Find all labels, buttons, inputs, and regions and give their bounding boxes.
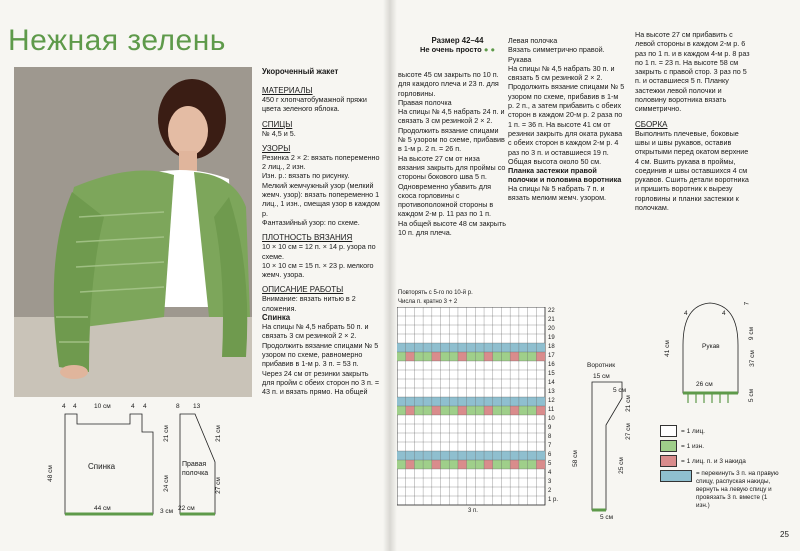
chart-cross-cell — [501, 343, 510, 352]
size-label: Размер 42–44 — [431, 36, 484, 45]
right-text: На высоте 27 см прибавить с левой стороны в каждом 2-м р. 6 раз по 1 п. и в каждом 4-м р. 8 раз по 1 п. = 23 п. На высоте 58 см закрыть с правой стор. 3 раз по 5 п. и оставшиеся 5 п. Планку застежки левой полочки и половину воротника вязать симметрично. — [635, 30, 750, 114]
chart-cross-cell — [467, 343, 476, 352]
chart-row-label: 21 — [548, 317, 555, 323]
chart-row-label: 8 — [548, 434, 552, 440]
back-side-2: 24 см — [162, 475, 170, 492]
chart-cross-cell — [493, 343, 502, 352]
chart-pattern-cell — [484, 460, 493, 469]
chart-pattern-cell — [397, 406, 406, 415]
front-side-1: 21 см — [214, 425, 222, 442]
chart-cross-cell — [441, 343, 450, 352]
chart-cross-cell — [528, 343, 537, 352]
chart-cross-cell — [441, 397, 450, 406]
collar-side-4: 58 см — [571, 450, 579, 467]
chart-cross-cell — [528, 397, 537, 406]
back-dim-top-1: 4 — [62, 403, 66, 410]
difficulty-text: Не очень просто — [420, 45, 482, 54]
chart-pattern-cell — [423, 352, 432, 361]
chart-pattern-cell — [406, 406, 415, 415]
chart-cross-cell — [475, 343, 484, 352]
collar-bottom: 5 см — [600, 514, 614, 521]
page-number: 25 — [780, 530, 789, 539]
collar-title: Воротник — [587, 362, 616, 369]
left-pane-column — [508, 36, 626, 203]
sleeve-h-1: 41 см — [663, 340, 671, 357]
chart-cross-cell — [458, 451, 467, 460]
chart-pattern-cell — [510, 460, 519, 469]
front-dim-top-1: 8 — [176, 403, 180, 410]
chart-pattern-cell — [441, 352, 450, 361]
chart-pattern-cell — [467, 460, 476, 469]
chart-pattern-cell — [406, 352, 415, 361]
left-pane-text: Левая полочка Вязать симметрично правой. Рукава На спицы № 4,5 набрать 30 п. и связать 5 см резинкой 2 × 2. Продолжить вязание спицами № 5 узором по схеме, прибавив в 1-м р. 2 п., а затем прибавить с обеих сторон в каждом 20-м р. 2 раза по 1 п. = 36 п. На высоте 41 см от резинки закрыть для оката рукава с обеих сторон в каждом 2-м р. 4 раз по 3 п. и оставшиеся 19 п. Общая высота около 50 см. — [508, 36, 625, 166]
chart-pattern-cell — [475, 352, 484, 361]
size-difficulty — [410, 45, 505, 54]
chart-pattern-cell — [423, 460, 432, 469]
gauge-text: 10 × 10 см = 12 п. × 14 р. узора по схеме. 10 × 10 см = 15 п. × 23 р. мелкого жемч. узора. — [262, 242, 376, 280]
front-width: 22 см — [178, 505, 195, 512]
legend-item-4 — [660, 470, 780, 510]
chart-pattern-cell — [458, 352, 467, 361]
chart-cross-cell — [397, 451, 406, 460]
chart-pattern-cell — [397, 352, 406, 361]
chart-row-label: 3 — [548, 479, 552, 485]
legend-item-3 — [660, 455, 780, 467]
sleeve-label: Рукав — [702, 343, 720, 350]
chart-pattern-cell — [475, 406, 484, 415]
chart-pattern-cell — [414, 460, 423, 469]
collar-top: 15 см — [593, 373, 610, 380]
needles-text: № 4,5 и 5. — [262, 128, 296, 138]
chart-cross-cell — [475, 451, 484, 460]
chart-cross-cell — [510, 397, 519, 406]
back-side-3: 3 см — [160, 508, 174, 515]
chart-pattern-cell — [528, 352, 537, 361]
chart-row-label: 17 — [548, 353, 555, 359]
chart-cross-cell — [432, 343, 441, 352]
chart-row-label: 9 — [548, 425, 552, 431]
chart-cross-cell — [484, 343, 493, 352]
chart-cross-cell — [441, 451, 450, 460]
chart-cross-cell — [397, 343, 406, 352]
chart-pattern-cell — [536, 460, 545, 469]
legend-text-1: = 1 лиц. — [681, 427, 705, 435]
chart-row-label: 7 — [548, 443, 552, 449]
chart-pattern-cell — [519, 352, 528, 361]
chart-cross-cell — [458, 397, 467, 406]
chart-row-label: 11 — [548, 407, 555, 413]
work-note: Внимание: вязать нитью в 2 сложения. — [262, 294, 356, 313]
chart-pattern-cell — [528, 460, 537, 469]
sleeve-top-2: 4 — [722, 310, 726, 317]
chart-row-label: 6 — [548, 452, 552, 458]
chart-pattern-cell — [432, 352, 441, 361]
collar-mid: 5 см — [613, 387, 627, 394]
chart-cross-cell — [493, 451, 502, 460]
back-total: 48 см — [46, 465, 54, 482]
chart-pattern-cell — [519, 406, 528, 415]
chart-row-label: 15 — [548, 371, 555, 377]
front-dim-top-2: 13 — [193, 403, 201, 410]
chart-pattern-cell — [458, 460, 467, 469]
chart-cross-cell — [423, 343, 432, 352]
chart-cross-cell — [536, 343, 545, 352]
chart-cross-cell — [406, 343, 415, 352]
chart-cross-cell — [449, 397, 458, 406]
chart-row-label: 16 — [548, 362, 555, 368]
legend-text-2: = 1 изн. — [681, 442, 705, 450]
chart-cross-cell — [501, 451, 510, 460]
chart-pattern-cell — [414, 406, 423, 415]
chart-cross-cell — [449, 451, 458, 460]
needles-heading: СПИЦЫ — [262, 119, 293, 129]
chart-cross-cell — [519, 397, 528, 406]
patterns-heading: УЗОРЫ — [262, 143, 291, 153]
intro-column — [262, 67, 380, 396]
chart-cross-cell — [484, 397, 493, 406]
chart-pattern-cell — [528, 406, 537, 415]
legend-swatch-yo — [660, 455, 677, 467]
back-dim-top-5: 4 — [143, 403, 147, 410]
chart-pattern-cell — [510, 406, 519, 415]
chart-row-label: 10 — [548, 416, 555, 422]
chart-cross-cell — [528, 451, 537, 460]
chart-cross-cell — [475, 397, 484, 406]
right-column — [635, 30, 750, 212]
chart-cross-cell — [449, 343, 458, 352]
chart-row-label: 13 — [548, 389, 555, 395]
chart-row-label: 4 — [548, 470, 552, 476]
chart-pattern-cell — [475, 460, 484, 469]
placket-text: На спицы № 5 набрать 7 п. и вязать мелким жемч. узором. — [508, 184, 607, 203]
chart-row-label: 12 — [548, 398, 555, 404]
chart-pattern-cell — [536, 406, 545, 415]
chart-cross-cell — [458, 343, 467, 352]
collar-schema — [578, 370, 638, 520]
materials-text: 450 г хлопчатобумажной пряжи цвета зеленого яблока. — [262, 95, 367, 114]
chart-pattern-cell — [449, 352, 458, 361]
page-title: Нежная зелень — [8, 24, 226, 57]
chart-pattern-cell — [536, 352, 545, 361]
chart-cross-cell — [519, 343, 528, 352]
sleeve-top-1: 4 — [684, 310, 688, 317]
collar-side-3: 25 см — [617, 457, 625, 474]
legend-item-2 — [660, 440, 780, 452]
model-photo — [14, 67, 252, 397]
chart-pattern-cell — [484, 406, 493, 415]
chart-pattern-cell — [510, 352, 519, 361]
gauge-heading: ПЛОТНОСТЬ ВЯЗАНИЯ — [262, 233, 353, 243]
knitting-chart — [397, 307, 557, 513]
chart-cross-cell — [397, 397, 406, 406]
chart-cross-cell — [432, 451, 441, 460]
front-label: Правая полочка — [182, 461, 209, 477]
chart-row-label: 22 — [548, 308, 555, 314]
chart-pattern-cell — [441, 460, 450, 469]
chart-cross-cell — [501, 397, 510, 406]
chart-pattern-cell — [414, 352, 423, 361]
page-spine — [383, 0, 397, 551]
chart-row-label: 14 — [548, 380, 555, 386]
legend-text-3: = 1 лиц. п. и 3 накида — [681, 457, 746, 465]
chart-row-label: 20 — [548, 326, 555, 332]
chart-pattern-cell — [493, 352, 502, 361]
sleeve-h-3: 9 см — [748, 326, 756, 341]
chart-pattern-cell — [519, 460, 528, 469]
chart-pattern-cell — [458, 406, 467, 415]
chart-cross-cell — [432, 397, 441, 406]
legend-item-1 — [660, 425, 780, 437]
back-heading: Спинка — [262, 313, 291, 323]
back-dim-top-4: 4 — [131, 403, 135, 410]
legend-swatch-cross — [660, 470, 692, 482]
collar-side-2: 27 см — [624, 423, 632, 440]
chart-cross-cell — [484, 451, 493, 460]
back-width: 44 см — [94, 505, 111, 512]
legend-swatch-purl — [660, 440, 677, 452]
chart-row-label: 18 — [548, 344, 555, 350]
chart-cross-cell — [414, 397, 423, 406]
sleeve-width: 26 см — [696, 381, 713, 388]
back-side-1: 21 см — [162, 425, 170, 442]
chart-row-label: 1 р. — [548, 497, 559, 503]
sleeve-h-2: 37 см — [748, 350, 756, 367]
chart-odd-note: Числа п. кратно 3 + 2 — [398, 299, 458, 305]
chart-pattern-cell — [449, 460, 458, 469]
chart-pattern-cell — [493, 406, 502, 415]
legend — [660, 425, 780, 510]
materials-heading: МАТЕРИАЛЫ — [262, 86, 313, 95]
assembly-heading: СБОРКА — [635, 119, 668, 129]
chart-pattern-cell — [449, 406, 458, 415]
chart-cross-cell — [467, 451, 476, 460]
chart-cross-cell — [423, 397, 432, 406]
chart-row-label: 5 — [548, 461, 552, 467]
middle-column: высоте 45 см закрыть по 10 п. для каждого плеча и 23 п. для горловины. Правая полочка На спицы № 4,5 набрать 24 п. и связать 3 см резинкой 2 × 2. Продолжить вязание спицами № 5 узором по схеме, прибавив в 1-м р. 2 п. = 26 п. На высоте 27 см от низа вязания закрыть для проймы со стороны бокового шва 5 п. Одновременно убавить для скоса горловины с противоположной стороны в каждом 2-м р. 11 раз по 1 п. На общей высоте 48 см закрыть 10 п. для плеча. — [398, 70, 507, 238]
chart-cross-cell — [423, 451, 432, 460]
intro-heading: Укороченный жакет — [262, 67, 339, 76]
chart-pattern-cell — [501, 406, 510, 415]
chart-cross-cell — [519, 451, 528, 460]
size-block — [410, 36, 505, 54]
chart-cross-cell — [536, 451, 545, 460]
chart-pattern-cell — [397, 460, 406, 469]
chart-pattern-cell — [467, 406, 476, 415]
chart-cross-cell — [536, 397, 545, 406]
chart-row-label: 19 — [548, 335, 555, 341]
chart-pattern-cell — [406, 460, 415, 469]
chart-cross-cell — [406, 397, 415, 406]
chart-cross-cell — [510, 343, 519, 352]
back-dim-top-3: 10 см — [94, 403, 111, 410]
chart-repeat-note: Повторять с 5-го по 10-й р. — [398, 290, 473, 296]
chart-cross-cell — [510, 451, 519, 460]
chart-cross-cell — [493, 397, 502, 406]
back-dim-top-2: 4 — [73, 403, 77, 410]
sleeve-top-3: 7 — [743, 301, 751, 306]
photo-illustration — [14, 67, 252, 397]
chart-bottom-label: 3 п. — [468, 508, 478, 514]
patterns-text: Резинка 2 × 2: вязать попеременно 2 лиц., 2 изн. Изн. р.: вязать по рисунку. Мелкий жемчужный узор (мелкий жемч. узор): вязать попеременно 1 лиц., 1 изн., смещая узор в каждом р. Фантазийный узор: по схеме. — [262, 152, 380, 227]
difficulty-dots: ● ● — [483, 45, 495, 54]
sleeve-h-4: 5 см — [748, 388, 756, 403]
chart-row-label: 2 — [548, 488, 552, 494]
work-heading: ОПИСАНИЕ РАБОТЫ — [262, 285, 344, 295]
back-label: Спинка — [88, 462, 116, 471]
chart-cross-cell — [414, 343, 423, 352]
chart-cross-cell — [414, 451, 423, 460]
chart-cross-cell — [406, 451, 415, 460]
placket-heading: Планка застежки правой полочки и половина воротника — [508, 166, 622, 185]
chart-pattern-cell — [441, 406, 450, 415]
back-text: На спицы № 4,5 набрать 50 п. и связать 3 см резинкой 2 × 2. Продолжить вязание спицами № 5 узором по схеме, равномерно прибавив в 1-м р. 3 п. = 53 п. Через 24 см от резинки закрыть для пройм с обеих сторон по 3 п. = 43 п. и вязать прямо. На общей — [262, 322, 380, 397]
chart-pattern-cell — [432, 460, 441, 469]
chart-pattern-cell — [467, 352, 476, 361]
chart-pattern-cell — [484, 352, 493, 361]
chart-pattern-cell — [493, 460, 502, 469]
chart-cross-cell — [467, 397, 476, 406]
chart-pattern-cell — [501, 460, 510, 469]
chart-pattern-cell — [432, 406, 441, 415]
chart-pattern-cell — [501, 352, 510, 361]
chart-pattern-cell — [423, 406, 432, 415]
legend-text-4: = перекинуть 3 п. на правую спицу, распуская накиды, вернуть на левую спицу и провязать 3 п. вместе (1 изн.) — [696, 470, 779, 509]
chart-row-labels — [548, 307, 568, 507]
front-side-2: 27 см — [214, 477, 222, 494]
collar-side-1: 21 см — [624, 395, 632, 412]
legend-swatch-knit — [660, 425, 677, 437]
assembly-text: Выполнить плечевые, боковые швы и швы рукавов, оставив открытыми перед окатом верхние 4 см. Вшить рукава в проймы, соединив и швы оставшихся 4 см рукавов. Сшить детали воротника и пришить воротник к вырезу горловины и планки застежки к полочкам. — [635, 128, 749, 213]
